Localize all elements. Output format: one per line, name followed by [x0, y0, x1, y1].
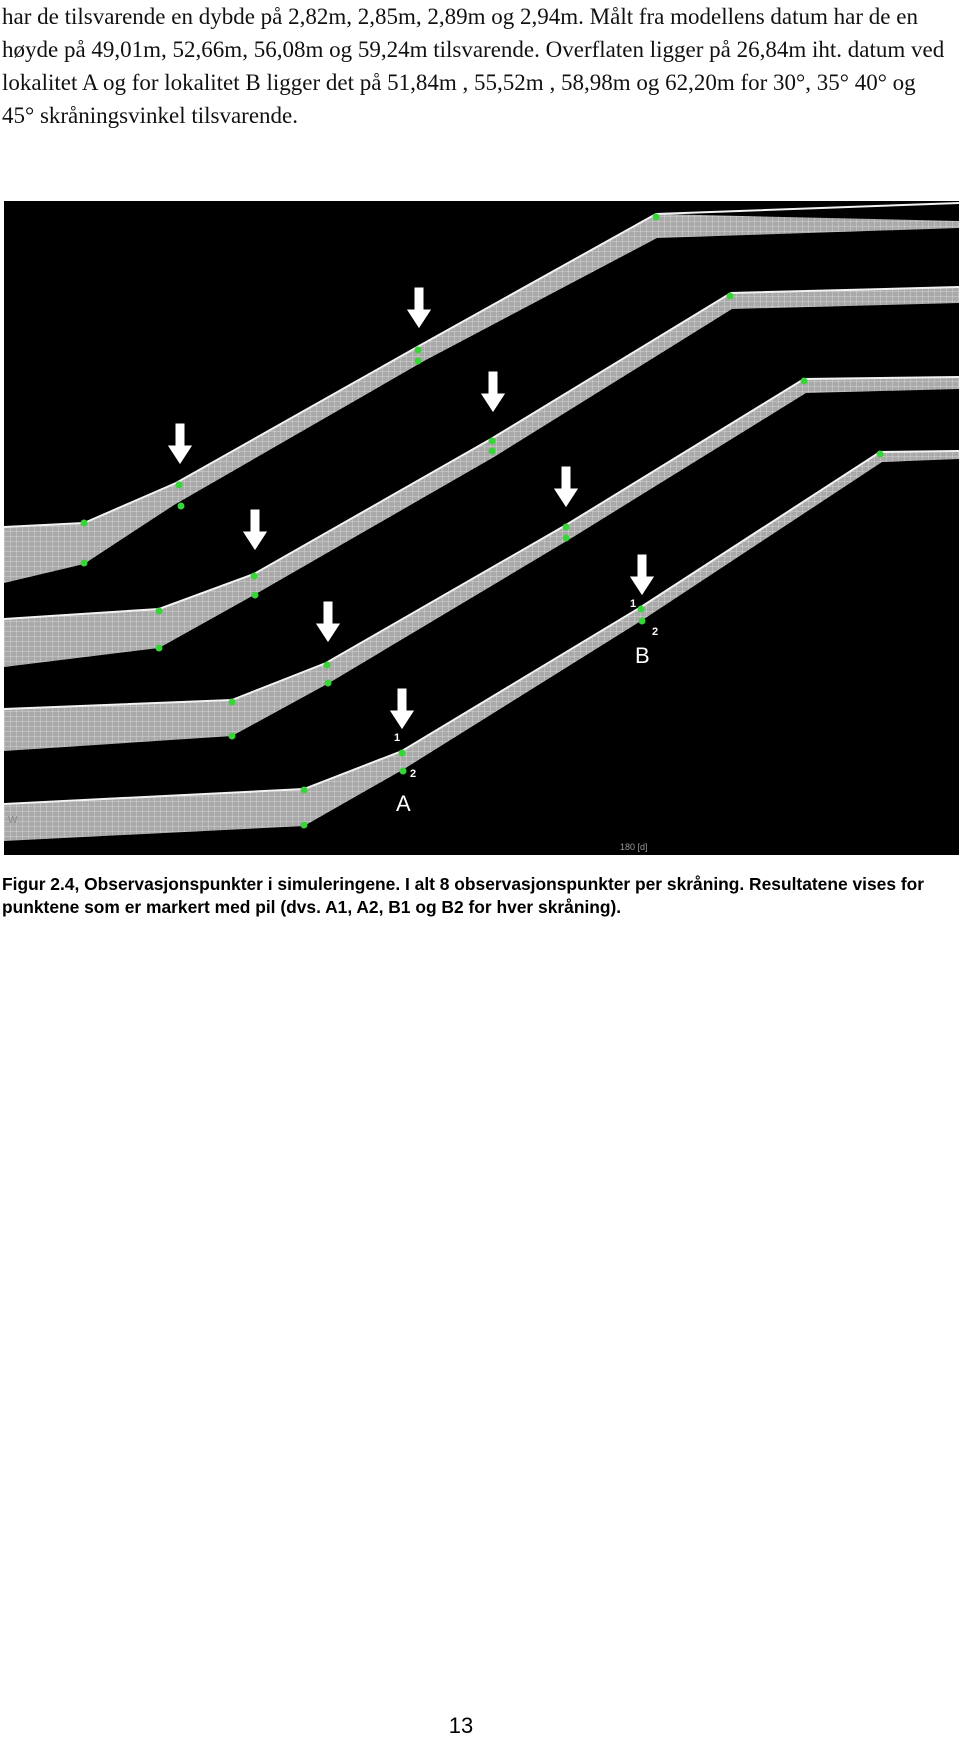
point-label-b2: 2: [652, 626, 659, 638]
point-label-a1: 1: [394, 732, 401, 744]
arrow-slope2-b: [480, 371, 506, 413]
corner-watermark: W: [8, 815, 18, 826]
time-label: 180 [d]: [620, 842, 648, 852]
location-label-b: B: [635, 643, 650, 668]
arrow-slope4-b: [629, 554, 655, 596]
arrow-slope4-a: [389, 688, 415, 730]
arrow-slope2-a: [242, 509, 268, 551]
body-paragraph: [2, 0, 952, 132]
point-label-a2: 2: [410, 768, 417, 780]
slope-mesh-3: [4, 377, 959, 751]
slope-mesh-image: [4, 201, 959, 855]
arrow-slope1-b: [406, 287, 432, 329]
slope-mesh-2: [4, 287, 959, 667]
page-number: 13: [448, 1713, 474, 1738]
arrow-slope3-b: [553, 466, 579, 508]
location-label-a: A: [396, 791, 411, 816]
figure-caption: Figur 2.4, Observasjonspunkter i simuleringene. I alt 8 observasjonspunkter per skråning. Resultatene vises for punktene som er markert med pil (dvs. A1, A2, B1 og B2 for hver skråning).: [2, 874, 925, 917]
arrow-slope1-a: [167, 423, 193, 465]
point-label-b1: 1: [630, 598, 637, 610]
body-text: har de tilsvarende en dybde på 2,82m, 2,85m, 2,89m og 2,94m. Målt fra modellens datum har de en høyde på 49,01m, 52,66m, 56,08m og 59,24m tilsvarende. Overflaten ligger på 26,84m iht. datum ved lokalitet A og for lokalitet B ligger det på 51,84m , 55,52m , 58,98m og 62,20m for 30°, 35° 40° og 45° skråningsvinkel tilsvarende.: [2, 4, 945, 128]
simulation-figure: [4, 201, 959, 855]
arrow-slope3-a: [315, 601, 341, 643]
